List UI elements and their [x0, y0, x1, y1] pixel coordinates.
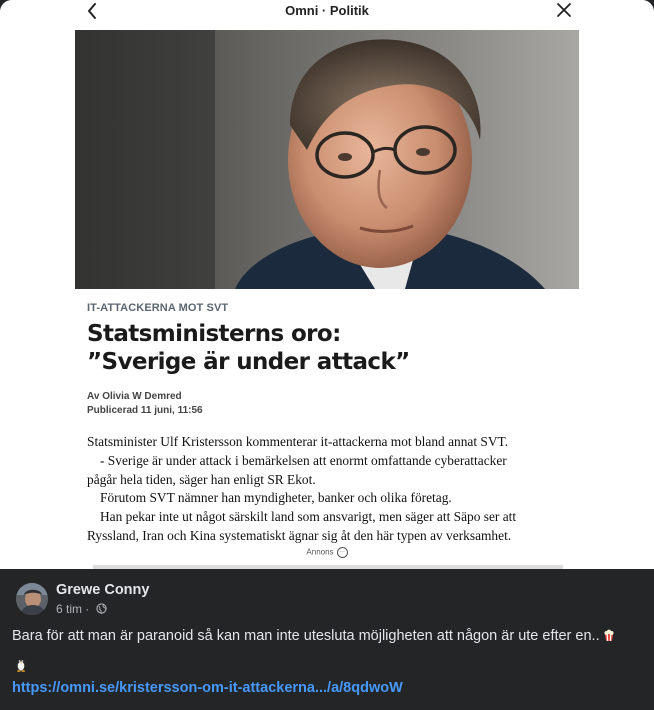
popcorn-emoji-icon [602, 628, 616, 642]
article-card [75, 289, 579, 569]
facebook-post [0, 569, 654, 710]
headline-line-1: Statsministerns oro: [87, 321, 341, 347]
post-time[interactable]: 6 tim [56, 602, 83, 616]
close-icon[interactable] [554, 1, 574, 21]
article-author: Av Olivia W Demred [87, 391, 182, 402]
body-line: Förutom SVT nämner han myndigheter, banker och olika företag. [100, 490, 452, 506]
article-byline [87, 390, 203, 418]
post-link[interactable]: https://omni.se/kristersson-om-it-attackerna.../a/8qdwoW [12, 680, 403, 696]
omni-top-bar [0, 0, 654, 24]
penguin-emoji-icon [14, 656, 28, 672]
body-line: Han pekar inte ut något särskilt land som ansvarigt, men säger att Säpo ser att [100, 509, 517, 525]
body-line: pågår hela tiden, säger han enligt SR Ekot. [87, 471, 316, 487]
avatar[interactable] [16, 583, 48, 615]
body-line: Statsminister Ulf Kristersson kommenterar it-attackerna mot bland annat SVT. [87, 434, 509, 449]
ellipsis-circle-icon[interactable]: ··· [337, 547, 348, 558]
source-title: Omni · Politik [285, 3, 369, 18]
ad-label-text: Annons [306, 547, 334, 557]
post-text [12, 626, 642, 646]
article-headline [87, 320, 567, 376]
globe-icon [96, 603, 107, 614]
article-kicker: IT-ATTACKERNA MOT SVT [87, 302, 229, 314]
article-body [87, 433, 571, 546]
body-line: - Sverige är under attack i bemärkelsen att enormt omfattande cyberattacker [100, 452, 507, 468]
article-photo [75, 30, 579, 289]
meta-separator: · [85, 602, 90, 616]
post-meta [56, 602, 107, 616]
ad-label [75, 547, 579, 558]
post-text-content: Bara för att man är paranoid så kan man inte utesluta möjligheten att någon är ute efter en.. [12, 628, 600, 644]
article-published: Publicerad 11 juni, 11:56 [87, 405, 203, 416]
headline-line-2: ”Sverige är under attack” [87, 349, 410, 375]
post-author-name[interactable]: Grewe Conny [56, 582, 150, 598]
body-line: Ryssland, Iran och Kina systematiskt ägnar sig åt den här typen av verksamhet. [87, 527, 512, 543]
